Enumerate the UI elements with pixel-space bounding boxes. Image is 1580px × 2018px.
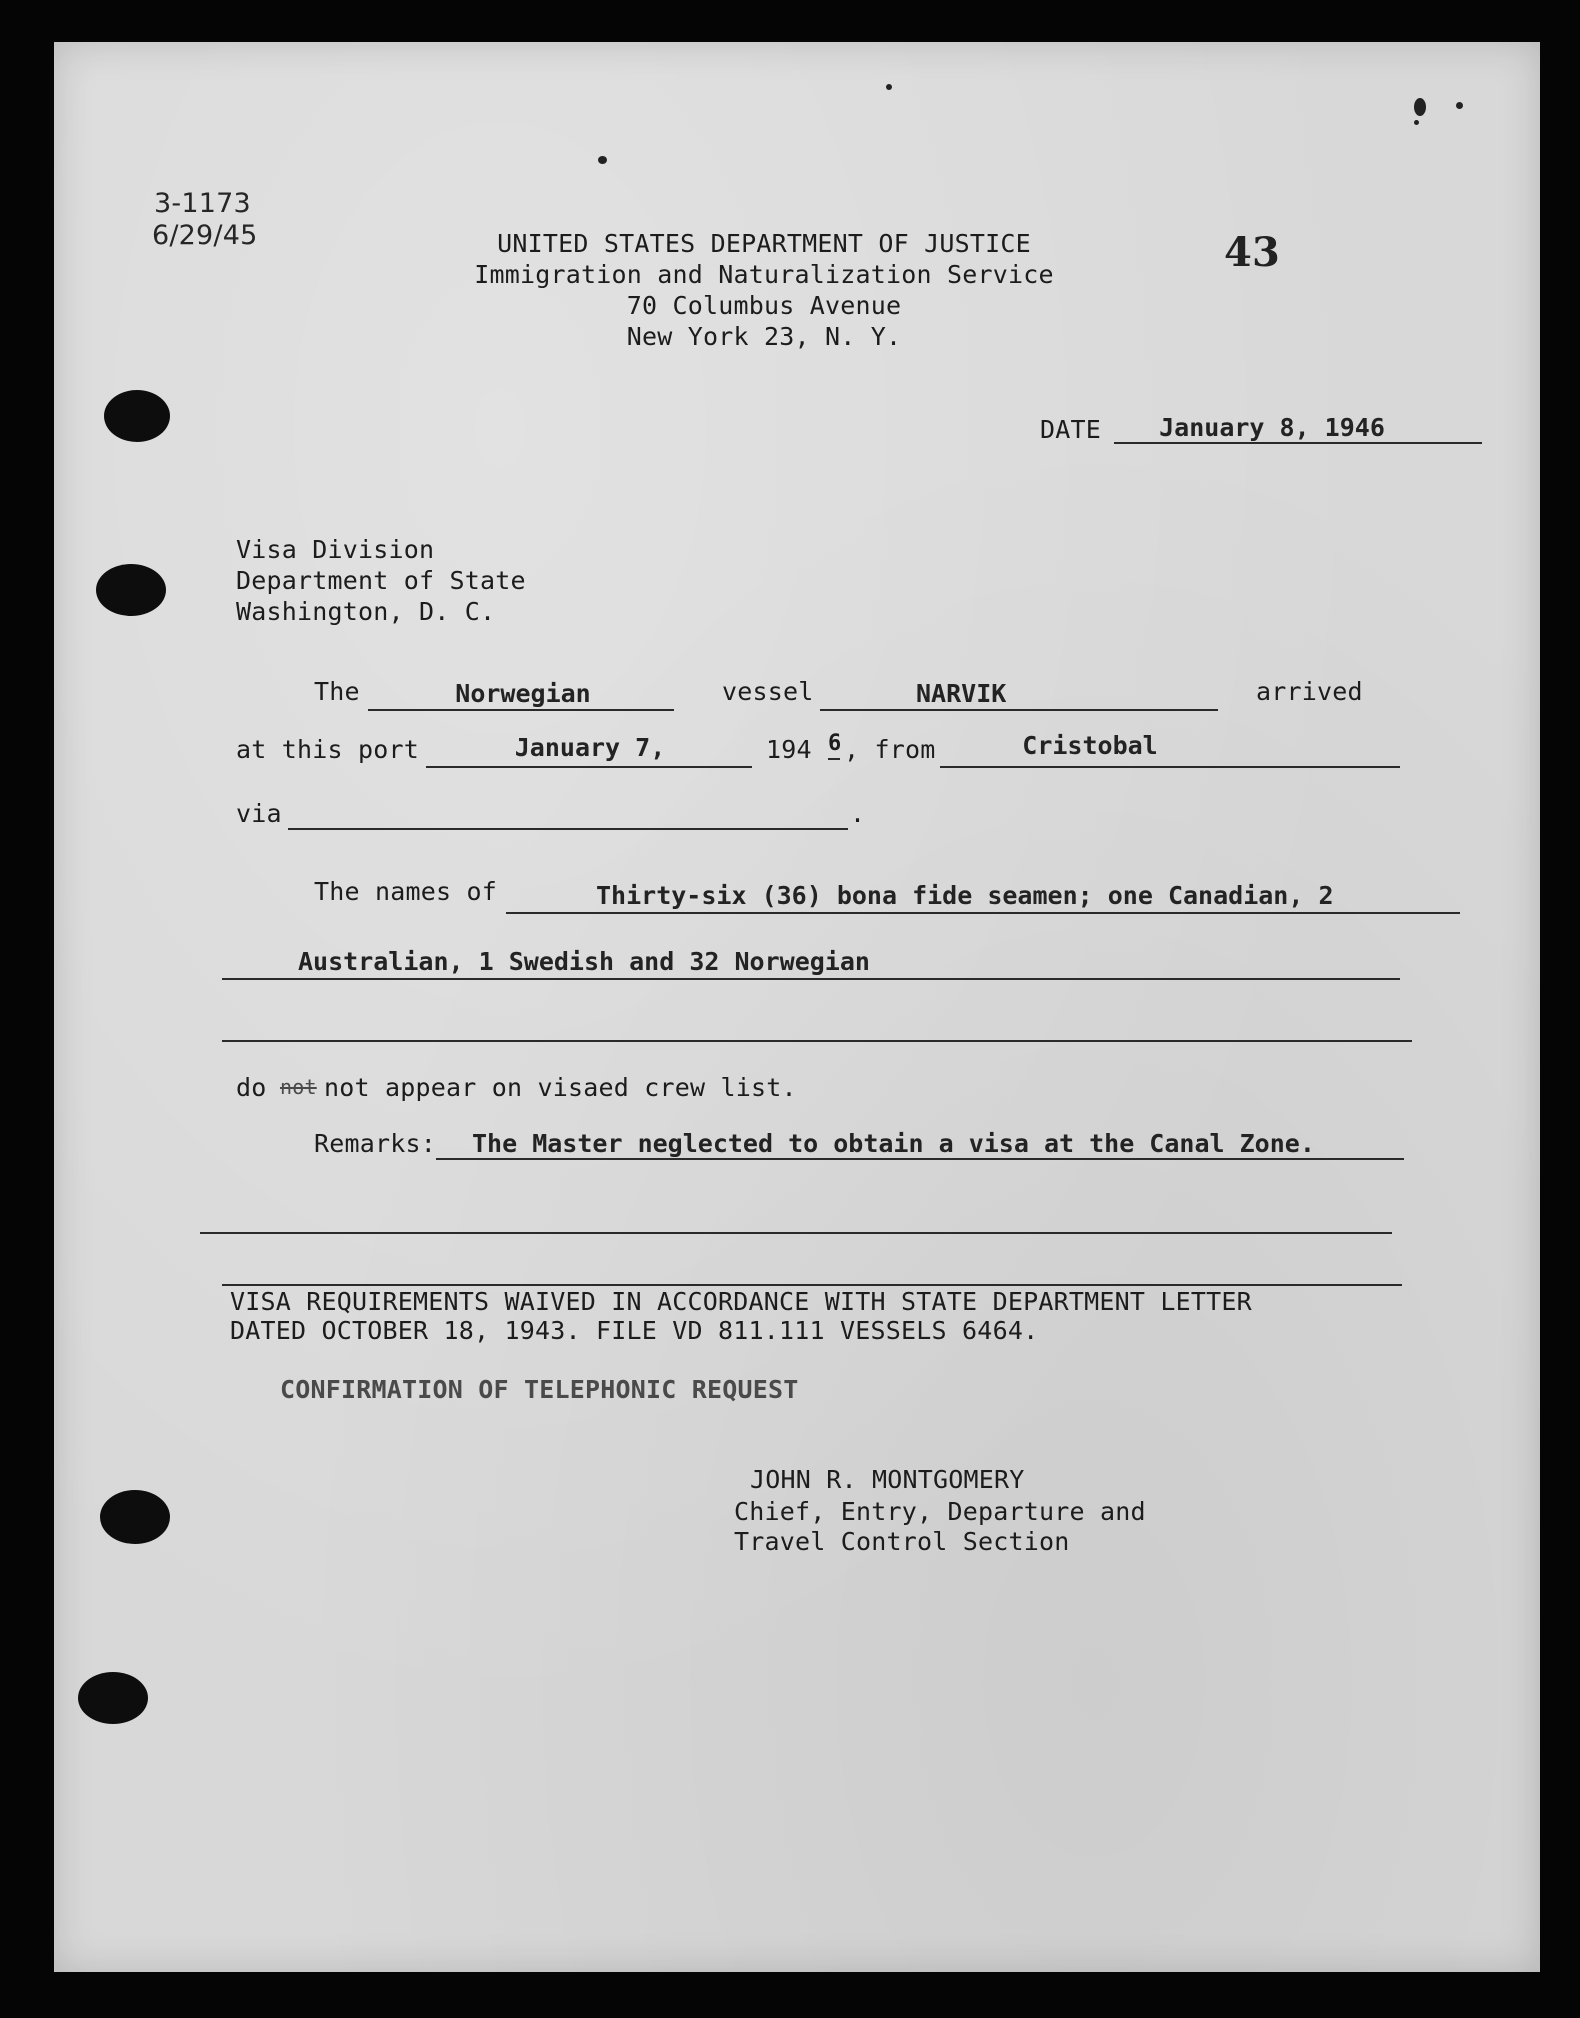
letterhead-agency: UNITED STATES DEPARTMENT OF JUSTICE <box>497 229 1031 258</box>
arrival-year-suffix: 6 <box>828 731 842 756</box>
do-label: do <box>236 1073 267 1102</box>
names-underline-2 <box>222 978 1400 980</box>
vessel-label: vessel <box>722 677 814 706</box>
handwritten-date: 6/29/45 <box>152 220 258 251</box>
via-label: via <box>236 799 282 828</box>
punch-hole <box>78 1672 148 1724</box>
from-port: Cristobal <box>1022 731 1158 760</box>
signatory-name: JOHN R. MONTGOMERY <box>750 1465 1025 1494</box>
document-page <box>54 42 1540 1972</box>
ink-speck <box>1414 120 1419 125</box>
confirmation-stamp: CONFIRMATION OF TELEPHONIC REQUEST <box>280 1375 799 1404</box>
names-line-2: Australian, 1 Swedish and 32 Norwegian <box>298 947 870 976</box>
ink-speck <box>598 156 607 164</box>
ink-speck <box>1414 98 1426 116</box>
arrival-date-underline <box>426 766 752 768</box>
names-line-1: Thirty-six (36) bona fide seamen; one Canadian, 2 <box>596 881 1334 910</box>
not-appear-text: not appear on visaed crew list. <box>324 1073 797 1102</box>
addressee-department: Department of State <box>236 566 526 595</box>
names-underline-1 <box>506 912 1460 914</box>
waiver-line-2: DATED OCTOBER 18, 1943. FILE VD 811.111 VESSELS 6464. <box>230 1316 1039 1345</box>
waiver-line-1: VISA REQUIREMENTS WAIVED IN ACCORDANCE WITH STATE DEPARTMENT LETTER <box>230 1287 1252 1316</box>
struck-word: not <box>280 1075 317 1099</box>
from-underline <box>940 766 1400 768</box>
names-label: The names of <box>314 877 498 906</box>
remarks-underline <box>436 1158 1404 1160</box>
page-number: 43 <box>1224 229 1281 276</box>
the-label: The <box>314 677 360 706</box>
addressee-city: Washington, D. C. <box>236 597 496 626</box>
ink-speck <box>886 84 892 90</box>
date-label: DATE <box>1040 415 1102 444</box>
letterhead-service: Immigration and Naturalization Service <box>474 260 1054 289</box>
letterhead-street: 70 Columbus Avenue <box>626 291 902 320</box>
names-underline-3 <box>222 1040 1412 1042</box>
letterhead-city: New York 23, N. Y. <box>626 322 902 351</box>
addressee-division: Visa Division <box>236 535 435 564</box>
port-label: at this port <box>236 735 420 764</box>
remarks-underline-2 <box>200 1232 1392 1234</box>
signatory-title-2: Travel Control Section <box>734 1527 1070 1556</box>
signatory-title-1: Chief, Entry, Departure and <box>734 1497 1146 1526</box>
arrival-date: January 7, <box>514 733 666 762</box>
arrival-year-prefix: 194 <box>766 735 812 764</box>
ink-speck <box>1456 102 1463 109</box>
via-period: . <box>850 799 866 828</box>
via-underline <box>288 828 848 830</box>
year-underline <box>828 758 840 760</box>
nationality-underline <box>368 709 674 711</box>
punch-hole <box>100 1490 170 1544</box>
handwritten-file-number: 3-1173 <box>154 188 251 219</box>
vessel-underline <box>820 709 1218 711</box>
date-underline <box>1114 442 1482 444</box>
remarks-value: The Master neglected to obtain a visa at the Canal Zone. <box>472 1129 1315 1158</box>
vessel-nationality: Norwegian <box>455 679 591 708</box>
punch-hole <box>96 564 166 616</box>
punch-hole <box>104 390 170 442</box>
from-label: , from <box>844 735 936 764</box>
vessel-name: NARVIK <box>916 679 1007 708</box>
arrived-label: arrived <box>1256 677 1363 706</box>
remarks-label: Remarks: <box>314 1129 437 1158</box>
date-value: January 8, 1946 <box>1159 413 1385 442</box>
